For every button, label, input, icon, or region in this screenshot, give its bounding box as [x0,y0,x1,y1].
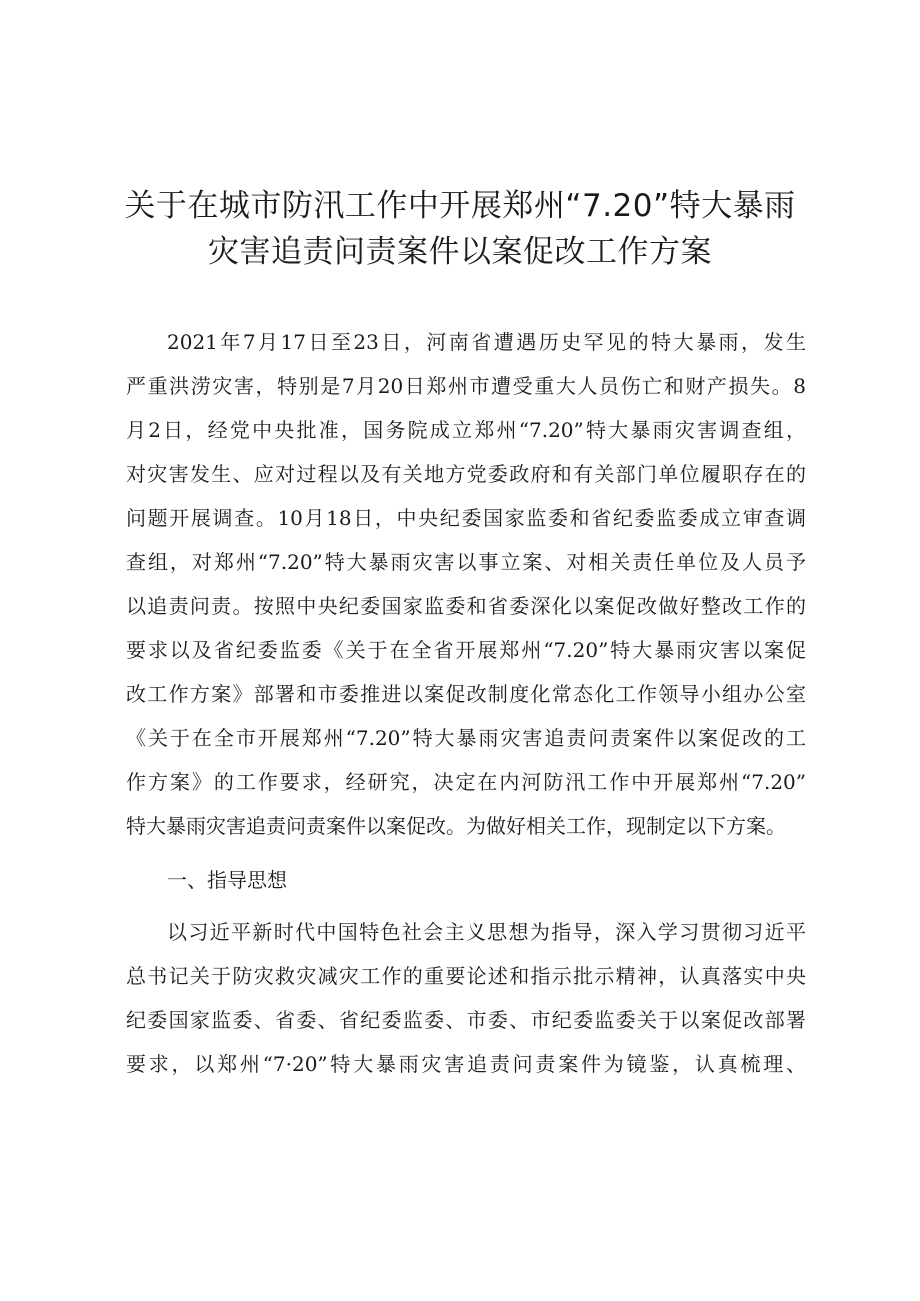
paragraph-line: 作方案》的工作要求，经研究，决定在内河防汛工作中开展郑州“7.20” [126,770,806,794]
paragraph-line: 纪委国家监委、省委、省纪委监委、市委、市纪委监委关于以案促改部署 [126,1008,806,1032]
paragraph-line: 《关于在全市开展郑州“7.20”特大暴雨灾害追责问责案件以案促改的工 [126,726,806,750]
paragraph-line: 以追责问责。按照中央纪委国家监委和省委深化以案促改做好整改工作的 [126,594,806,618]
paragraph-line: 总书记关于防灾救灾减灾工作的重要论述和指示批示精神，认真落实中央 [126,964,806,988]
section-heading-guiding-ideology: 一、指导思想 [167,868,287,892]
document-title-line-2: 灾害追责问责案件以案促改工作方案 [208,234,712,270]
paragraph-line: 改工作方案》部署和市委推进以案促改制度化常态化工作领导小组办公室 [126,682,806,706]
paragraph-line: 特大暴雨灾害追责问责案件以案促改。为做好相关工作，现制定以下方案。 [126,814,786,838]
paragraph-line: 月2日，经党中央批准，国务院成立郑州“7.20”特大暴雨灾害调查组， [126,418,806,442]
paragraph-line: 以习近平新时代中国特色社会主义思想为指导，深入学习贯彻习近平 [167,920,806,944]
paragraph-line: 要求，以郑州“7·20”特大暴雨灾害追责问责案件为镜鉴，认真梳理、 [126,1052,806,1076]
paragraph-line: 查组，对郑州“7.20”特大暴雨灾害以事立案、对相关责任单位及人员予 [126,550,806,574]
paragraph-line: 对灾害发生、应对过程以及有关地方党委政府和有关部门单位履职存在的 [126,462,806,486]
paragraph-line: 问题开展调查。10月18日，中央纪委国家监委和省纪委监委成立审查调 [126,506,806,530]
document-title-line-1: 关于在城市防汛工作中开展郑州“7.20”特大暴雨 [124,188,796,224]
paragraph-line: 严重洪涝灾害，特别是7月20日郑州市遭受重大人员伤亡和财产损失。8 [126,374,806,398]
paragraph-line: 要求以及省纪委监委《关于在全省开展郑州“7.20”特大暴雨灾害以案促 [126,638,806,662]
paragraph-line: 2021年7月17日至23日，河南省遭遇历史罕见的特大暴雨，发生 [167,330,806,354]
